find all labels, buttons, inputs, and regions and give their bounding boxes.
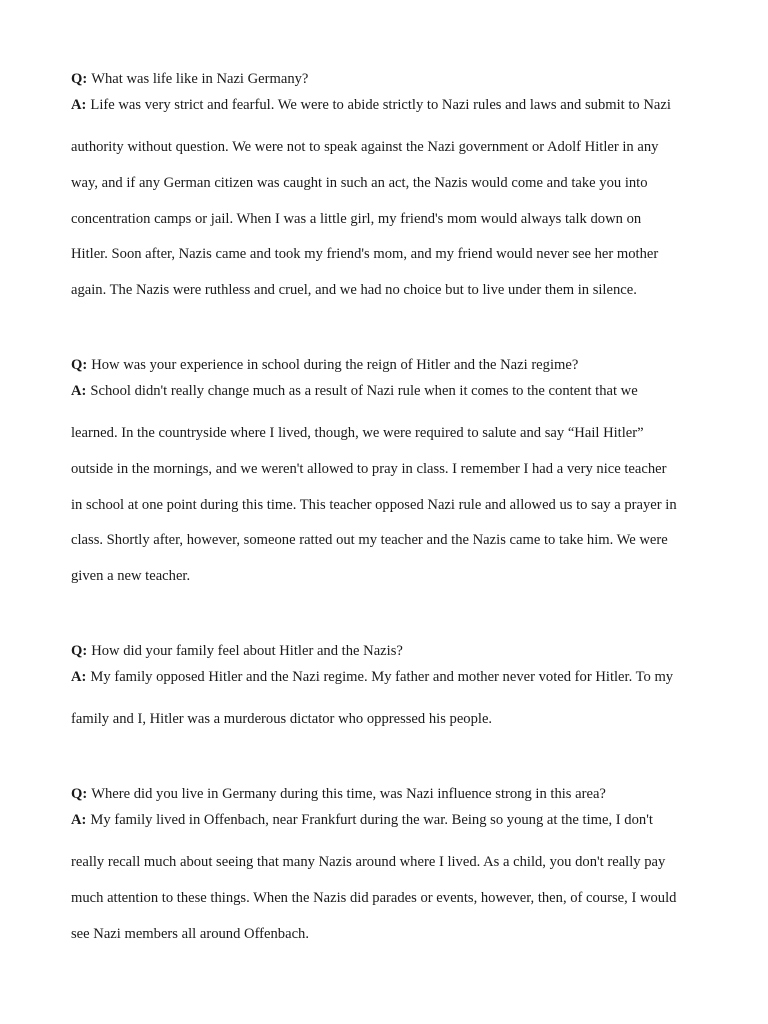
answer-1-line-4: concentration camps or jail. When I was a little girl, my friend's mom would always talk down on <box>71 210 642 227</box>
question-1 <box>71 68 671 90</box>
answer-text: Life was very strict and fearful. We were to abide strictly to Nazi rules and laws and submit to Nazi <box>90 97 671 113</box>
answer-label: A: <box>71 669 87 685</box>
answer-1-line-5: Hitler. Soon after, Nazis came and took my friend's mom, and my friend would never see her mother <box>71 246 659 263</box>
question-text: Where did you live in Germany during this time, was Nazi influence strong in this area? <box>91 786 606 802</box>
question-4 <box>71 783 676 805</box>
answer-1-line-1 <box>71 94 671 116</box>
answer-2-line-2: learned. In the countryside where I lived, though, we were required to salute and say “Hail Hitler” <box>71 425 644 441</box>
question-label: Q: <box>71 643 88 659</box>
answer-text: My family lived in Offenbach, near Frankfurt during the war. Being so young at the time, I don't <box>90 812 653 828</box>
answer-4-line-3: much attention to these things. When the Nazis did parades or events, however, then, of course, I would <box>71 889 677 906</box>
answer-text: School didn't really change much as a result of Nazi rule when it comes to the content that we <box>90 383 638 399</box>
question-text: How was your experience in school during the reign of Hitler and the Nazi regime? <box>91 357 579 373</box>
question-label: Q: <box>71 357 88 373</box>
answer-3-line-1 <box>71 666 673 688</box>
answer-text: My family opposed Hitler and the Nazi regime. My father and mother never voted for Hitler. To my <box>90 669 674 685</box>
question-2 <box>71 354 677 376</box>
answer-1-line-6: again. The Nazis were ruthless and cruel, and we had no choice but to live under them in silence. <box>71 282 637 299</box>
qa-block-4 <box>71 783 676 952</box>
answer-4-line-2: really recall much about seeing that many Nazis around where I lived. As a child, you don't really pay <box>71 854 666 870</box>
answer-1-line-3: way, and if any German citizen was caught in such an act, the Nazis would come and take you into <box>71 174 648 191</box>
qa-block-2 <box>71 354 677 595</box>
answer-label: A: <box>71 812 87 828</box>
answer-label: A: <box>71 383 87 399</box>
answer-1-line-2: authority without question. We were not to speak against the Nazi government or Adolf Hitler in any <box>71 139 659 155</box>
answer-3-line-2: family and I, Hitler was a murderous dictator who oppressed his people. <box>71 711 493 727</box>
qa-block-3 <box>71 640 673 738</box>
question-label: Q: <box>71 786 88 802</box>
question-label: Q: <box>71 71 88 87</box>
question-text: What was life like in Nazi Germany? <box>91 71 309 87</box>
answer-2-line-6: given a new teacher. <box>71 568 191 585</box>
qa-block-1 <box>71 68 671 309</box>
question-text: How did your family feel about Hitler and the Nazis? <box>91 643 403 659</box>
answer-label: A: <box>71 97 87 113</box>
answer-4-line-4: see Nazi members all around Offenbach. <box>71 925 309 942</box>
answer-2-line-4: in school at one point during this time. This teacher opposed Nazi rule and allowed us to say a prayer in <box>71 496 677 513</box>
answer-4-line-1 <box>71 809 676 831</box>
answer-2-line-3: outside in the mornings, and we weren't allowed to pray in class. I remember I had a very nice teacher <box>71 460 667 477</box>
question-3 <box>71 640 673 662</box>
answer-2-line-1 <box>71 380 677 402</box>
answer-2-line-5: class. Shortly after, however, someone ratted out my teacher and the Nazis came to take him. We were <box>71 532 668 549</box>
